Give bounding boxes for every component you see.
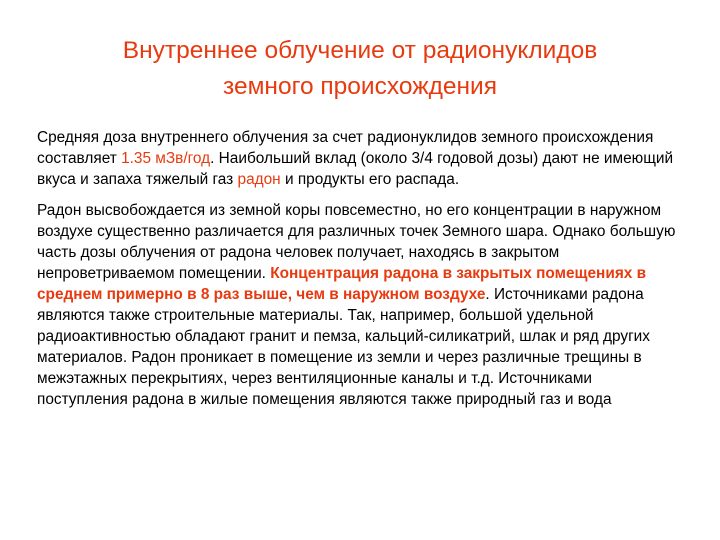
slide-body [37, 127, 685, 410]
dose-value: 1.35 мЗв/год [121, 150, 211, 167]
title-line-2: земного происхождения [223, 73, 497, 100]
paragraph-2 [37, 200, 685, 410]
paragraph-1-text-a: Средняя доза внутреннего облучения за счет радионуклидов земного происхождения составляет [37, 129, 654, 167]
slide-title [40, 33, 680, 105]
radon-term: радон [237, 171, 281, 188]
title-line-1: Внутреннее облучение от радионуклидов [122, 37, 598, 64]
paragraph-1 [37, 127, 685, 190]
paragraph-1-text-b: . Наибольший вклад (около 3/4 годовой дозы) дают не имеющий вкуса и запаха тяжелый газ [37, 150, 674, 188]
paragraph-2-text-a: Радон высвобождается из земной коры повсеместно, но его концентрации в наружном воздухе существенно различается для различных точек Земного шара. Однако большую часть дозы облучения от радона человек получает, находясь в закрытом непроветриваемом помещении. [37, 202, 676, 282]
paragraph-1-text-c: и продукты его распада. [280, 171, 460, 188]
concentration-highlight: Концентрация радона в закрытых помещениях в среднем примерно в 8 раз выше, чем в наружном воздухе [37, 265, 647, 303]
paragraph-2-text-b: . Источниками радона являются также строительные материалы. Так, например, большой удельной радиоактивностью обладают гранит и пемза, кальций-силикатрий, шлак и ряд других материалов. Радон проникает в помещение из земли и через различные трещины в межэтажных перекрытиях, через вентиляционные каналы и т.д. Источниками поступления радона в жилые помещения являются также природный газ и вода [37, 286, 650, 408]
